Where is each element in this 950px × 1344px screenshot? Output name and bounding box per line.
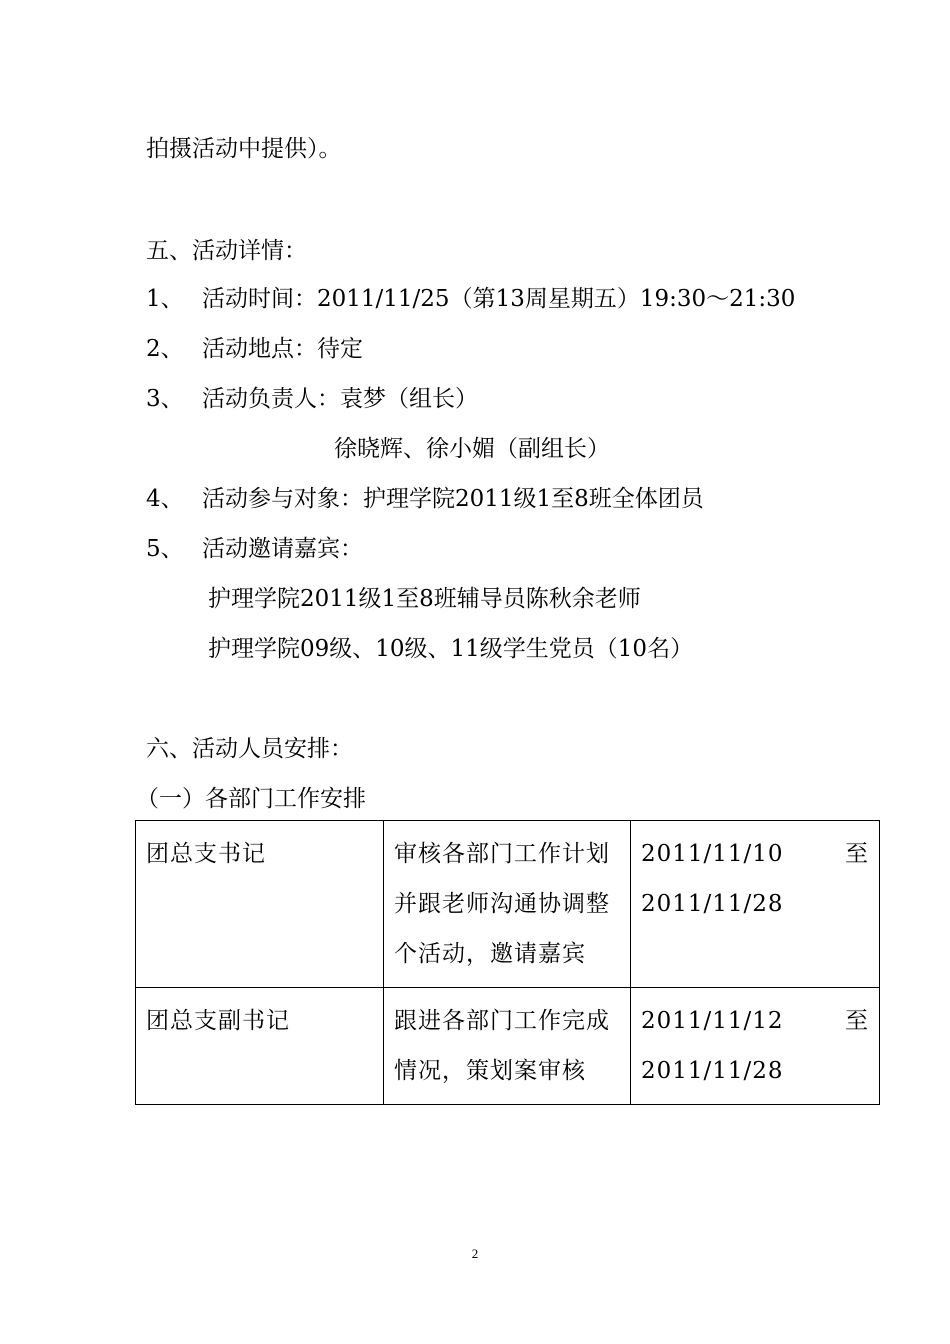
start-date: 2011/11/10 [641,841,784,867]
date-to: 至 [845,1008,869,1034]
item-number: 5、 [146,536,184,562]
item-number: 3、 [146,386,184,412]
date-cell [631,821,880,988]
item-number: 4、 [146,486,184,512]
continued-paragraph: 拍摄活动中提供）。 [146,136,342,162]
table-row [136,988,880,1105]
vice-leaders: 徐晓辉、徐小媚（副组长） [334,436,610,462]
table-row [136,821,880,988]
task-cell: 审核各部门工作计划并跟老师沟通协调整个活动，邀请嘉宾 [384,821,631,988]
subsection-heading: （一）各部门工作安排 [136,786,366,812]
role-cell: 团总支副书记 [136,988,384,1105]
section-heading-staff: 六、活动人员安排： [146,736,353,762]
item-text: 活动负责人：袁梦（组长） [202,386,478,412]
start-date: 2011/11/12 [641,1008,784,1034]
item-number: 1、 [146,286,184,312]
item-text: 活动参与对象：护理学院2011级1至8班全体团员 [202,486,704,512]
work-arrangement-table [135,820,880,1105]
item-text: 活动邀请嘉宾： [202,536,363,562]
item-text: 活动地点：待定 [202,336,363,362]
date-to: 至 [845,841,869,867]
role-cell: 团总支书记 [136,821,384,988]
task-cell: 跟进各部门工作完成情况，策划案审核 [384,988,631,1105]
item-text: 活动时间：2011/11/25（第13周星期五）19:30～21:30 [202,286,796,312]
end-date: 2011/11/28 [641,1058,784,1084]
page-number: 2 [471,1246,479,1261]
item-number: 2、 [146,336,184,362]
end-date: 2011/11/28 [641,891,784,917]
guest-line: 护理学院09级、10级、11级学生党员（10名） [208,636,694,662]
section-heading-details: 五、活动详情： [146,238,307,264]
date-cell [631,988,880,1105]
guest-line: 护理学院2011级1至8班辅导员陈秋余老师 [208,586,641,612]
